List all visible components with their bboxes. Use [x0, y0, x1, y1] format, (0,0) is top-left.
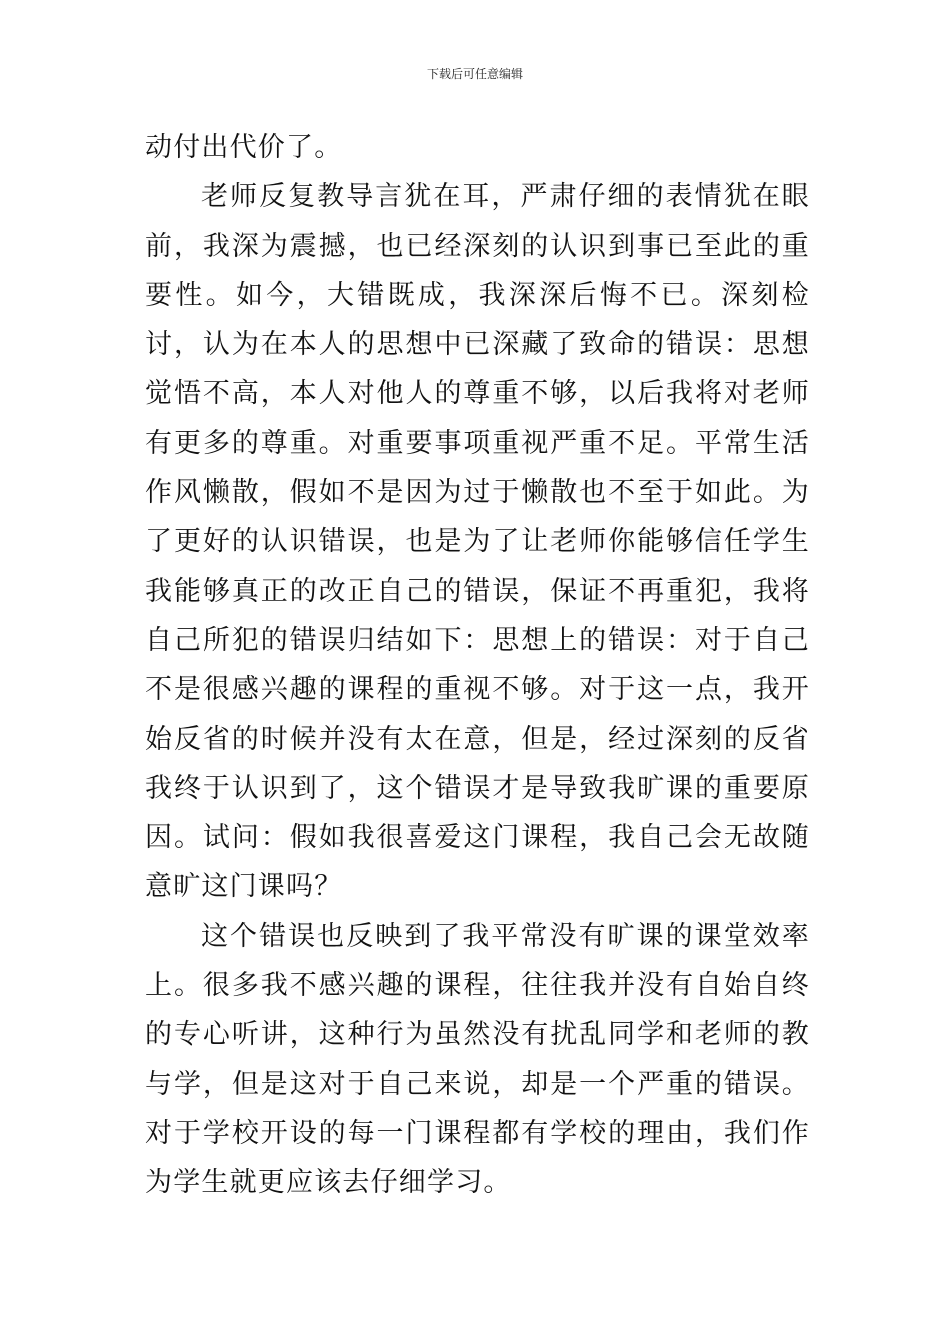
page-header: 下载后可任意编辑 [426, 67, 523, 81]
document-body [145, 123, 810, 1208]
paragraph-2: 老师反复教导言犹在耳，严肃仔细的表情犹在眼前，我深为震撼，也已经深刻的认识到事已至此的重要性。如今，大错既成，我深深后悔不已。深刻检讨，认为在本人的思想中已深藏了致命的错误：思想觉悟不高，本人对他人的尊重不够，以后我将对老师有更多的尊重。对重要事项重视严重不足。平常生活作风懒散，假如不是因为过于懒散也不至于如此。为了更好的认识错误，也是为了让老师你能够信任学生我能够真正的改正自己的错误，保证不再重犯，我将自己所犯的错误归结如下：思想上的错误：对于自己不是很感兴趣的课程的重视不够。对于这一点，我开始反省的时候并没有太在意，但是，经过深刻的反省我终于认识到了，这个错误才是导致我旷课的重要原因。试问：假如我很喜爱这门课程，我自己会无故随意旷这门课吗？ [145, 181, 810, 903]
paragraph-3: 这个错误也反映到了我平常没有旷课的课堂效率上。很多我不感兴趣的课程，往往我并没有自始自终的专心听讲，这种行为虽然没有扰乱同学和老师的教与学，但是这对于自己来说，却是一个严重的错误。对于学校开设的每一门课程都有学校的理由，我们作为学生就更应该去仔细学习。 [145, 920, 810, 1199]
paragraph-1: 动付出代价了。 [145, 132, 343, 163]
